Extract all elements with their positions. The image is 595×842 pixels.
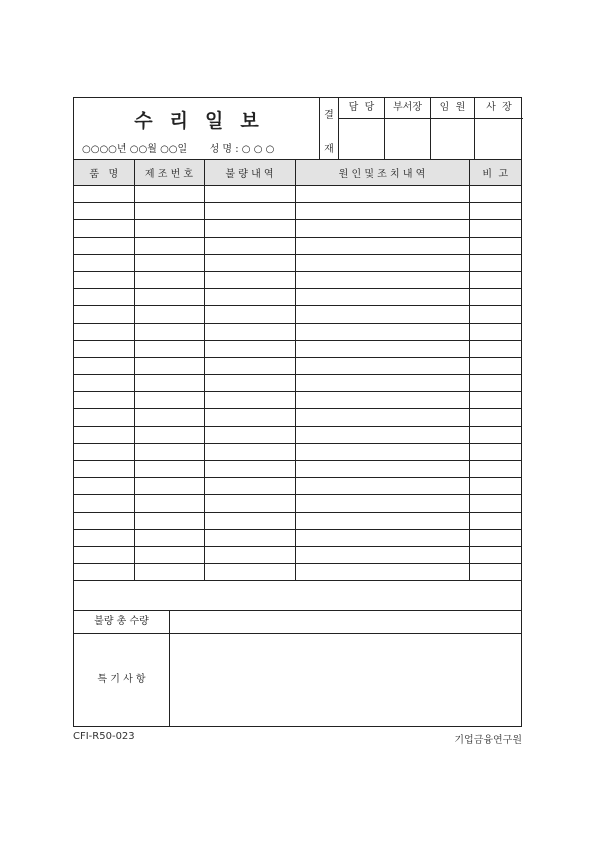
- table-row: [74, 529, 521, 546]
- table-cell[interactable]: [134, 392, 204, 409]
- table-cell[interactable]: [295, 443, 469, 460]
- table-cell[interactable]: [469, 306, 521, 323]
- table-cell[interactable]: [469, 220, 521, 237]
- footer-form-code: CFI-R50-023: [73, 731, 135, 742]
- table-cell[interactable]: [74, 495, 134, 512]
- table-cell[interactable]: [204, 478, 295, 495]
- approval-label-bottom: 재: [324, 144, 334, 155]
- header-remarks: 비 고: [469, 160, 521, 186]
- table-cell[interactable]: [134, 443, 204, 460]
- table-cell[interactable]: [134, 426, 204, 443]
- table-cell[interactable]: [134, 203, 204, 220]
- table-cell[interactable]: [74, 426, 134, 443]
- table-cell[interactable]: [295, 271, 469, 288]
- table-cell[interactable]: [204, 220, 295, 237]
- approval-label-staff: 담 당: [339, 98, 384, 119]
- table-row: [74, 254, 521, 271]
- table-cell[interactable]: [204, 271, 295, 288]
- table-cell[interactable]: [204, 203, 295, 220]
- table-row: [74, 340, 521, 357]
- table-cell[interactable]: [469, 203, 521, 220]
- table-cell[interactable]: [295, 357, 469, 374]
- table-cell[interactable]: [204, 443, 295, 460]
- title-cell: [74, 98, 320, 159]
- table-cell[interactable]: [134, 529, 204, 546]
- approval-box-department-head[interactable]: [385, 98, 431, 159]
- table-cell[interactable]: [74, 375, 134, 392]
- table-cell[interactable]: [74, 254, 134, 271]
- table-cell[interactable]: [204, 409, 295, 426]
- approval-box-staff[interactable]: [339, 98, 385, 159]
- table-cell[interactable]: [74, 237, 134, 254]
- table-cell[interactable]: [134, 186, 204, 203]
- table-cell[interactable]: [74, 186, 134, 203]
- approval-label-department-head: 부서장: [385, 98, 430, 119]
- table-cell[interactable]: [469, 323, 521, 340]
- table-cell[interactable]: [204, 254, 295, 271]
- header-item-name: 품 명: [74, 160, 134, 186]
- table-cell[interactable]: [74, 392, 134, 409]
- table-cell[interactable]: [469, 340, 521, 357]
- table-cell[interactable]: [204, 323, 295, 340]
- table-cell[interactable]: [204, 340, 295, 357]
- table-cell[interactable]: [74, 512, 134, 529]
- table-cell[interactable]: [469, 254, 521, 271]
- table-cell[interactable]: [134, 340, 204, 357]
- table-cell[interactable]: [295, 220, 469, 237]
- table-row: [74, 478, 521, 495]
- table-cell[interactable]: [204, 495, 295, 512]
- table-cell[interactable]: [469, 478, 521, 495]
- table-body: [74, 186, 521, 581]
- total-defects-row: [74, 610, 521, 634]
- table-cell[interactable]: [469, 564, 521, 581]
- table-cell[interactable]: [74, 461, 134, 478]
- table-cell[interactable]: [204, 546, 295, 563]
- table-cell[interactable]: [74, 443, 134, 460]
- table-cell[interactable]: [74, 203, 134, 220]
- header-defect-details: 불 량 내 역: [204, 160, 295, 186]
- table-cell[interactable]: [134, 323, 204, 340]
- table-cell[interactable]: [469, 271, 521, 288]
- table-cell[interactable]: [74, 529, 134, 546]
- footer-organization: 기업금융연구원: [454, 735, 522, 746]
- form-header: [74, 98, 521, 160]
- table-cell[interactable]: [295, 512, 469, 529]
- table-row: [74, 512, 521, 529]
- table-row: [74, 323, 521, 340]
- table-row: [74, 409, 521, 426]
- table-row: [74, 186, 521, 203]
- name-value[interactable]: ○ ○ ○: [241, 144, 275, 155]
- table-cell[interactable]: [134, 409, 204, 426]
- table-cell[interactable]: [204, 357, 295, 374]
- table-cell[interactable]: [295, 186, 469, 203]
- table-cell[interactable]: [204, 564, 295, 581]
- table-row: [74, 564, 521, 581]
- table-cell[interactable]: [295, 289, 469, 306]
- table-cell[interactable]: [469, 409, 521, 426]
- table-cell[interactable]: [134, 564, 204, 581]
- table-cell[interactable]: [74, 220, 134, 237]
- special-notes-row: [74, 634, 521, 726]
- table-cell[interactable]: [295, 254, 469, 271]
- table-cell[interactable]: [134, 254, 204, 271]
- table-cell[interactable]: [74, 306, 134, 323]
- table-cell[interactable]: [295, 409, 469, 426]
- table-row: [74, 392, 521, 409]
- table-cell[interactable]: [134, 220, 204, 237]
- table-row: [74, 357, 521, 374]
- table-cell[interactable]: [74, 271, 134, 288]
- table-cell[interactable]: [134, 478, 204, 495]
- table-cell[interactable]: [134, 306, 204, 323]
- table-cell[interactable]: [295, 237, 469, 254]
- table-cell[interactable]: [74, 478, 134, 495]
- date-month: ○○월: [129, 144, 157, 155]
- header-serial-number: 제 조 번 호: [134, 160, 204, 186]
- table-row: [74, 237, 521, 254]
- table-cell[interactable]: [204, 426, 295, 443]
- approval-box-president[interactable]: [475, 98, 523, 159]
- table-cell[interactable]: [134, 357, 204, 374]
- table-row: [74, 203, 521, 220]
- table-row: [74, 461, 521, 478]
- table-cell[interactable]: [74, 409, 134, 426]
- table-cell[interactable]: [469, 426, 521, 443]
- approval-label-cell: [320, 98, 339, 159]
- table-cell[interactable]: [134, 546, 204, 563]
- table-cell[interactable]: [134, 512, 204, 529]
- approval-label-executive: 임 원: [431, 98, 474, 119]
- table-cell[interactable]: [295, 323, 469, 340]
- table-row: [74, 306, 521, 323]
- repair-daily-report-form: [73, 97, 522, 727]
- table-cell[interactable]: [295, 546, 469, 563]
- table-cell[interactable]: [295, 478, 469, 495]
- table-cell[interactable]: [295, 375, 469, 392]
- date-line: [82, 140, 274, 155]
- table-cell[interactable]: [204, 289, 295, 306]
- table-cell[interactable]: [469, 289, 521, 306]
- table-cell[interactable]: [295, 495, 469, 512]
- total-defects-label: 불량 총 수량: [74, 611, 170, 633]
- table-cell[interactable]: [74, 357, 134, 374]
- approval-label-president: 사 장: [475, 98, 523, 119]
- table-header-row: [74, 160, 521, 186]
- table-cell[interactable]: [134, 461, 204, 478]
- table-cell[interactable]: [204, 186, 295, 203]
- table-row: [74, 426, 521, 443]
- date-year: ○○○○년: [82, 144, 127, 155]
- form-title: 수리일보: [134, 110, 276, 132]
- table-row: [74, 546, 521, 563]
- table-cell[interactable]: [204, 237, 295, 254]
- table-cell[interactable]: [74, 340, 134, 357]
- table-cell[interactable]: [469, 495, 521, 512]
- table-cell[interactable]: [295, 564, 469, 581]
- table-cell[interactable]: [204, 306, 295, 323]
- approval-box-executive[interactable]: [431, 98, 475, 159]
- table-row: [74, 443, 521, 460]
- table-cell[interactable]: [134, 271, 204, 288]
- table-cell[interactable]: [469, 237, 521, 254]
- table-cell[interactable]: [74, 323, 134, 340]
- table-row: [74, 495, 521, 512]
- table-cell[interactable]: [134, 237, 204, 254]
- table-cell[interactable]: [469, 512, 521, 529]
- table-cell[interactable]: [134, 495, 204, 512]
- table-cell[interactable]: [469, 529, 521, 546]
- table-cell[interactable]: [134, 289, 204, 306]
- table-cell[interactable]: [204, 512, 295, 529]
- approval-label-top: 결: [324, 110, 334, 121]
- table-cell[interactable]: [204, 392, 295, 409]
- table-cell[interactable]: [469, 461, 521, 478]
- table-cell[interactable]: [469, 186, 521, 203]
- table-cell[interactable]: [74, 564, 134, 581]
- table-cell[interactable]: [295, 461, 469, 478]
- table-cell[interactable]: [204, 375, 295, 392]
- table-cell[interactable]: [469, 375, 521, 392]
- special-notes-label: 특 기 사 항: [74, 634, 170, 726]
- name-label: 성 명 :: [209, 144, 239, 155]
- table-row: [74, 375, 521, 392]
- table-cell[interactable]: [295, 340, 469, 357]
- table-row: [74, 220, 521, 237]
- table-cell[interactable]: [469, 392, 521, 409]
- table-cell[interactable]: [74, 289, 134, 306]
- table-cell[interactable]: [295, 392, 469, 409]
- table-cell[interactable]: [295, 306, 469, 323]
- table-cell[interactable]: [469, 357, 521, 374]
- table-cell[interactable]: [204, 529, 295, 546]
- table-row: [74, 271, 521, 288]
- table-row: [74, 289, 521, 306]
- table-cell[interactable]: [74, 546, 134, 563]
- table-cell[interactable]: [204, 461, 295, 478]
- repair-table: [74, 160, 521, 581]
- table-cell[interactable]: [295, 203, 469, 220]
- table-cell[interactable]: [469, 546, 521, 563]
- table-cell[interactable]: [295, 529, 469, 546]
- date-day: ○○일: [160, 144, 188, 155]
- table-cell[interactable]: [295, 426, 469, 443]
- header-cause-action: 원 인 및 조 치 내 역: [295, 160, 469, 186]
- table-cell[interactable]: [134, 375, 204, 392]
- table-cell[interactable]: [469, 443, 521, 460]
